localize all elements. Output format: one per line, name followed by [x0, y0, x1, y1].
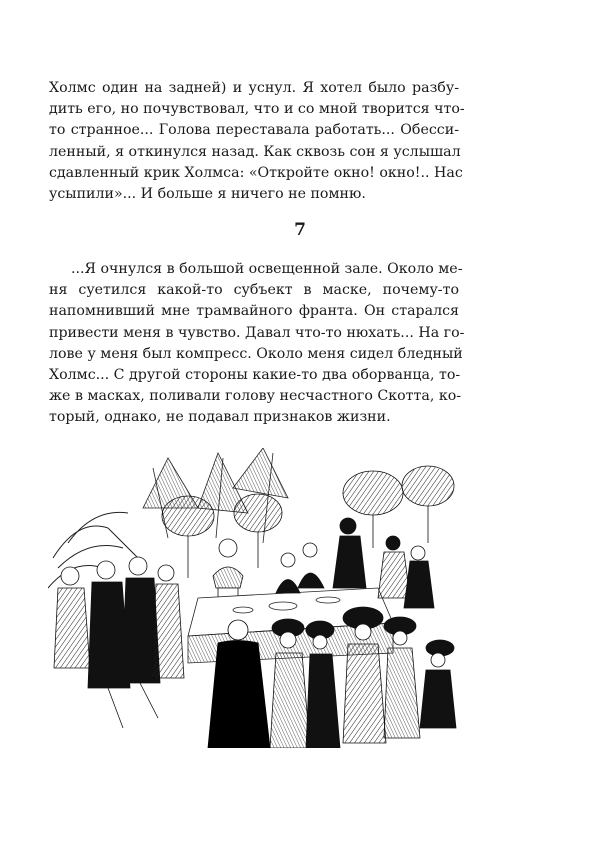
text-line: ня суетился какой-то субъект в маске, почему-то	[49, 282, 459, 299]
ladies-with-hats	[270, 607, 456, 748]
text-line: лове у меня был компресс. Около меня сидел бледный	[49, 345, 463, 362]
text-line: то странное... Голова переставала работать... Обесси-	[49, 122, 459, 139]
seated-gentlemen	[54, 557, 184, 728]
text-line: напомнивший мне трамвайного франта. Он старался	[49, 303, 459, 320]
text-line: привести меня в чувство. Давал что-то нюхать... На го-	[49, 324, 465, 341]
text-line: ...Я очнулся в большой освещенной зале. Около ме-	[71, 261, 463, 277]
text-line: Холмс один на задней) и уснул. Я хотел было разбу-	[49, 80, 459, 96]
banquet-illustration	[48, 448, 458, 748]
text-line: торый, однако, не подавал признаков жизни.	[49, 409, 391, 426]
paragraph-continuation	[49, 78, 465, 205]
text-line: Холмс... С другой стороны какие-то два оборванца, то-	[49, 367, 461, 384]
chapter-number: 7	[294, 220, 306, 240]
text-line: сдавленный крик Холмса: «Откройте окно! окно!.. Нас	[49, 164, 463, 181]
text-line: ленный, я откинулся назад. Как сквозь сон я услышал	[49, 143, 461, 160]
text-line: усыпили»... И больше я ничего не помню.	[49, 186, 366, 203]
text-line: дить его, но почувствовал, что и со мной творится что-	[49, 101, 465, 118]
paragraph-chapter-start	[49, 259, 465, 429]
text-line: же в масках, поливали голову несчастного Скотта, ко-	[49, 388, 462, 405]
